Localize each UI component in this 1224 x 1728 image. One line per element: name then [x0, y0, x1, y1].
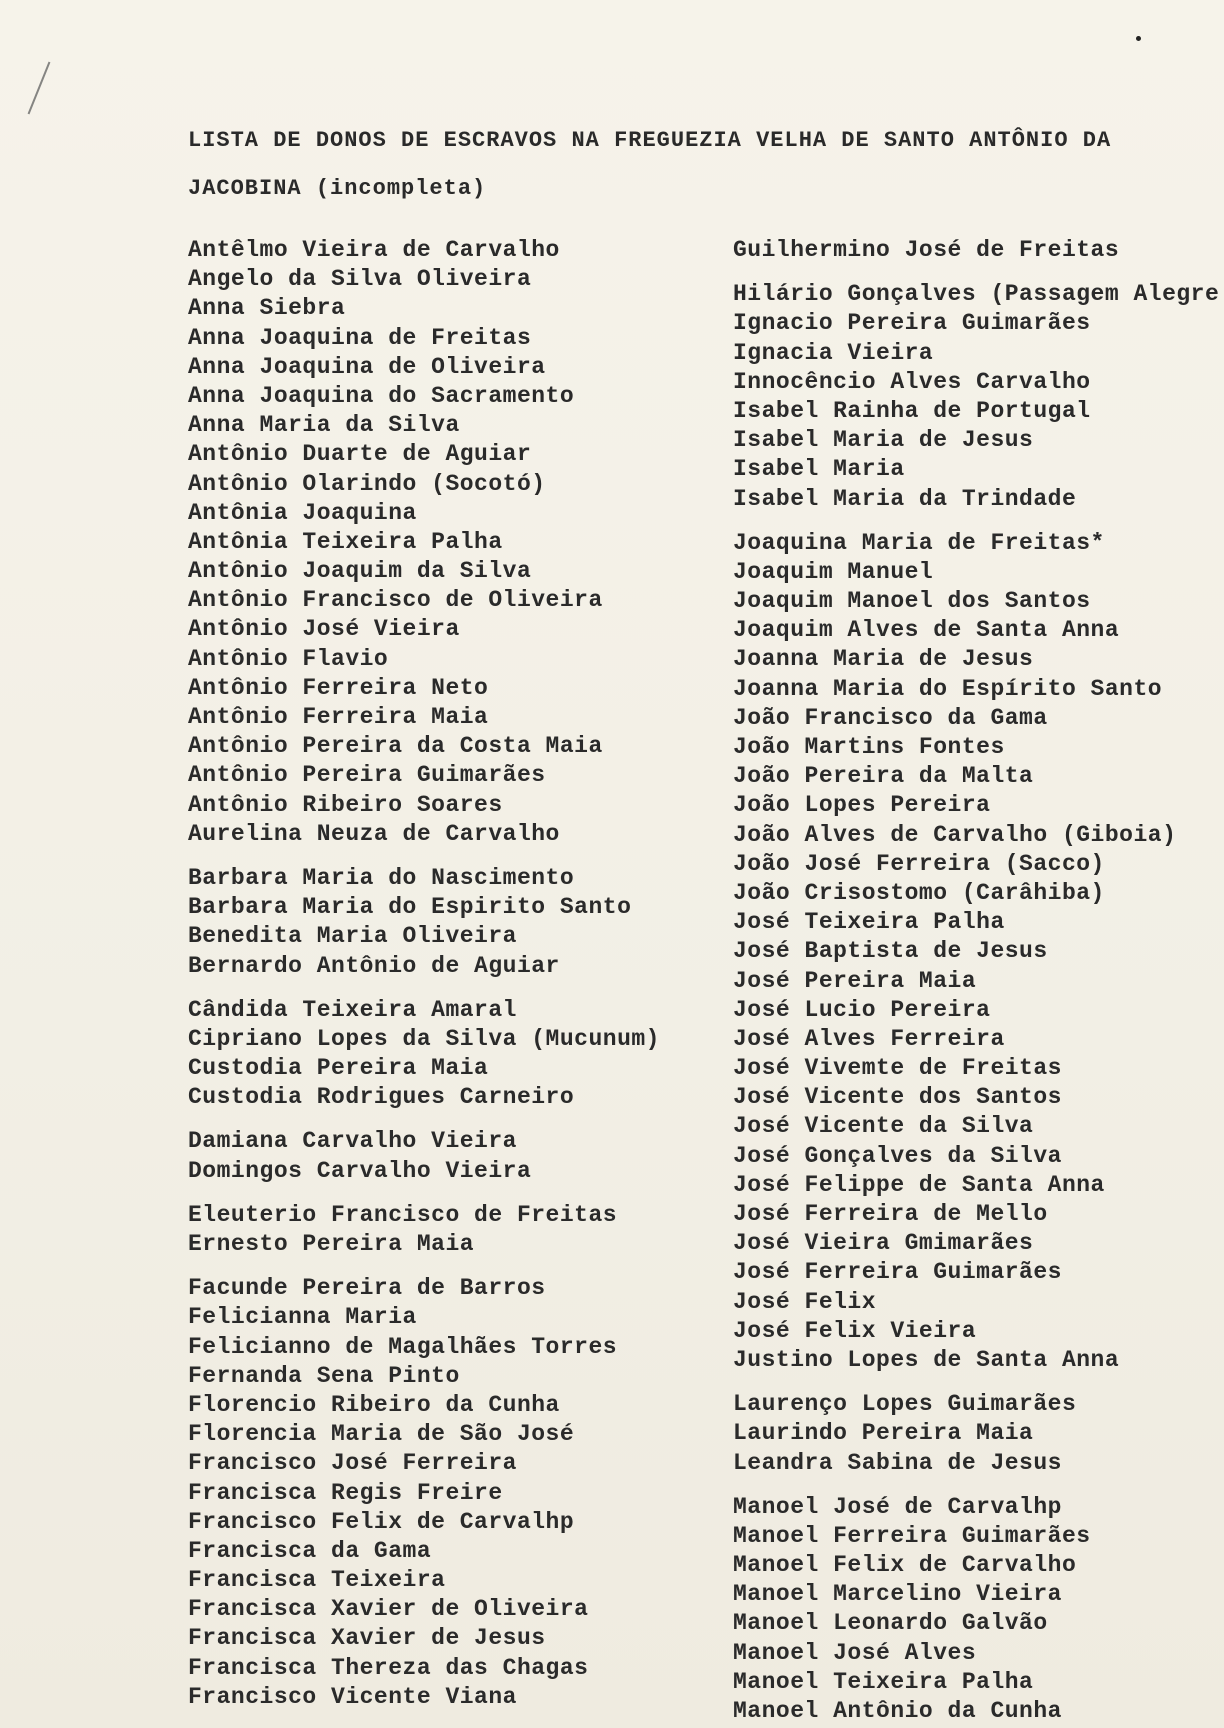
owner-name: Manoel Teixeira Palha [733, 1668, 1034, 1695]
owner-name: Domingos Carvalho Vieira [188, 1157, 532, 1184]
owner-name: Anna Maria da Silva [188, 412, 460, 439]
owner-name: José Vieira Gmimarães [733, 1230, 1034, 1257]
owner-name: Manoel Leonardo Galvão [733, 1610, 1048, 1637]
owner-name: Cipriano Lopes da Silva (Mucunum) [188, 1025, 660, 1052]
owner-name: Manoel José Alves [733, 1639, 977, 1666]
owner-name: Anna Joaquina de Freitas [188, 324, 532, 351]
owner-name: Barbara Maria do Nascimento [188, 864, 575, 891]
owner-name: Cândida Teixeira Amaral [188, 996, 517, 1023]
owner-name: Francisca da Gama [188, 1537, 432, 1564]
owner-name: Antônio Flavio [188, 645, 389, 672]
owner-name: Manoel José de Carvalhp [733, 1493, 1062, 1520]
owner-name: José Teixeira Palha [733, 909, 1005, 936]
owner-name: Custodia Rodrigues Carneiro [188, 1084, 575, 1111]
name-group [733, 1390, 1219, 1478]
owner-name: Joaquim Alves de Santa Anna [733, 617, 1120, 644]
owner-name: José Felix [733, 1288, 877, 1315]
owner-name: Francisca Xavier de Jesus [188, 1625, 546, 1652]
owner-name: José Ferreira de Mello [733, 1201, 1048, 1227]
name-group [188, 864, 660, 981]
owner-name: Francisca Xavier de Oliveira [188, 1596, 589, 1623]
owner-name: Manoel Marcelino Vieira [733, 1581, 1062, 1608]
owner-name: Guilhermino José de Freitas [733, 237, 1120, 263]
name-group [188, 1274, 660, 1712]
title-line-2: JACOBINA (incompleta) [188, 176, 487, 201]
name-group [188, 236, 660, 849]
owner-name: Antônio Ferreira Maia [188, 704, 489, 730]
owner-name: Fernanda Sena Pinto [188, 1362, 460, 1389]
owner-name: João Pereira da Malta [733, 763, 1034, 790]
owner-name: José Vivemte de Freitas [733, 1055, 1062, 1082]
owner-name: José Pereira Maia [733, 967, 977, 994]
owner-name: Francisca Thereza das Chagas [188, 1654, 589, 1681]
owner-name: Francisco José Ferreira [188, 1450, 517, 1477]
owner-name: Hilário Gonçalves (Passagem Alegre [733, 281, 1220, 308]
owner-name: Ignacia Vieira [733, 339, 934, 366]
owner-name: Isabel Maria [733, 456, 905, 483]
owner-name: José Ferreira Guimarães [733, 1259, 1062, 1286]
owner-name: Felicianno de Magalhães Torres [188, 1333, 618, 1360]
owner-name: Bernardo Antônio de Aguiar [188, 952, 560, 979]
owner-name: Antônio Joaquim da Silva [188, 558, 532, 585]
owner-name: Manoel Felix de Carvalho [733, 1552, 1077, 1579]
owner-name: Joaquim Manoel dos Santos [733, 588, 1091, 615]
name-group [733, 236, 1219, 265]
name-group [733, 1493, 1219, 1727]
owner-name: Manoel Ferreira Guimarães [733, 1522, 1091, 1549]
owner-name: Antônio Pereira Guimarães [188, 762, 546, 789]
owner-name: Ernesto Pereira Maia [188, 1231, 475, 1257]
owner-name: João Francisco da Gama [733, 704, 1048, 731]
owner-name: Isabel Maria da Trindade [733, 485, 1077, 512]
owner-name: Florencio Ribeiro da Cunha [188, 1391, 560, 1418]
owner-name: José Vicente da Silva [733, 1113, 1034, 1140]
owner-name: João Martins Fontes [733, 734, 1005, 760]
owner-name: Eleuterio Francisco de Freitas [188, 1201, 618, 1228]
owner-name: Antônio Pereira da Costa Maia [188, 733, 603, 760]
owner-name: Antônio Ribeiro Soares [188, 791, 503, 818]
owner-name: Francisca Teixeira [188, 1567, 446, 1594]
owner-name: Francisca Regis Freire [188, 1479, 503, 1506]
owner-name: Antêlmo Vieira de Carvalho [188, 237, 560, 263]
left-name-column [188, 236, 660, 1727]
owner-name: Laurenço Lopes Guimarães [733, 1391, 1077, 1418]
owner-name: Aurelina Neuza de Carvalho [188, 820, 560, 847]
owner-name: Ignacio Pereira Guimarães [733, 310, 1091, 337]
owner-name: José Gonçalves da Silva [733, 1142, 1062, 1169]
owner-name: João Lopes Pereira [733, 792, 991, 819]
owner-name: José Lucio Pereira [733, 996, 991, 1023]
owner-name: Antônio Ferreira Neto [188, 674, 489, 701]
owner-name: Antônia Teixeira Palha [188, 528, 503, 555]
owner-name: João Alves de Carvalho (Giboia) [733, 821, 1177, 848]
owner-name: Florencia Maria de São José [188, 1421, 575, 1448]
owner-name: Benedita Maria Oliveira [188, 923, 517, 950]
ink-dot [1136, 36, 1141, 41]
owner-name: Leandra Sabina de Jesus [733, 1449, 1062, 1476]
owner-name: Anna Joaquina do Sacramento [188, 382, 575, 409]
owner-name: Antônia Joaquina [188, 499, 417, 526]
owner-name: Isabel Rainha de Portugal [733, 397, 1091, 424]
owner-name: Antônio José Vieira [188, 616, 460, 643]
owner-name: Antônio Francisco de Oliveira [188, 587, 603, 614]
owner-name: Justino Lopes de Santa Anna [733, 1346, 1120, 1373]
owner-name: João Crisostomo (Carâhiba) [733, 879, 1105, 906]
title-line-1: LISTA DE DONOS DE ESCRAVOS NA FREGUEZIA VELHA DE SANTO ANTÔNIO DA [188, 128, 1112, 153]
owner-name: Joanna Maria do Espírito Santo [733, 675, 1163, 702]
owner-name: Joaquim Manuel [733, 558, 934, 585]
owner-name: Joaquina Maria de Freitas* [733, 529, 1105, 556]
owner-name: Innocêncio Alves Carvalho [733, 368, 1091, 395]
owner-name: Antônio Duarte de Aguiar [188, 441, 532, 468]
name-group [733, 529, 1219, 1375]
owner-name: Barbara Maria do Espirito Santo [188, 894, 632, 921]
pen-mark [28, 62, 51, 115]
owner-name: José Felippe de Santa Anna [733, 1171, 1105, 1198]
name-group [733, 280, 1219, 514]
owner-name: José Vicente dos Santos [733, 1084, 1062, 1111]
owner-name: Angelo da Silva Oliveira [188, 266, 532, 293]
owner-name: Anna Siebra [188, 295, 346, 322]
owner-name: Felicianna Maria [188, 1304, 417, 1331]
owner-name: Laurindo Pereira Maia [733, 1420, 1034, 1447]
name-group [188, 1127, 660, 1185]
right-name-column [733, 236, 1219, 1728]
owner-name: Francisco Felix de Carvalhp [188, 1508, 575, 1535]
owner-name: Custodia Pereira Maia [188, 1055, 489, 1082]
owner-name: Antônio Olarindo (Socotó) [188, 470, 546, 497]
owner-name: João José Ferreira (Sacco) [733, 850, 1105, 877]
name-group [188, 1201, 660, 1259]
owner-name: José Baptista de Jesus [733, 938, 1048, 965]
owner-name: Joanna Maria de Jesus [733, 646, 1034, 673]
owner-name: Anna Joaquina de Oliveira [188, 353, 546, 380]
owner-name: Manoel Antônio da Cunha [733, 1698, 1062, 1724]
owner-name: Francisco Vicente Viana [188, 1683, 517, 1710]
owner-name: José Alves Ferreira [733, 1025, 1005, 1052]
owner-name: Isabel Maria de Jesus [733, 427, 1034, 454]
owner-name: Facunde Pereira de Barros [188, 1275, 546, 1302]
name-group [188, 996, 660, 1113]
owner-name: Damiana Carvalho Vieira [188, 1128, 517, 1155]
owner-name: José Felix Vieira [733, 1317, 977, 1344]
